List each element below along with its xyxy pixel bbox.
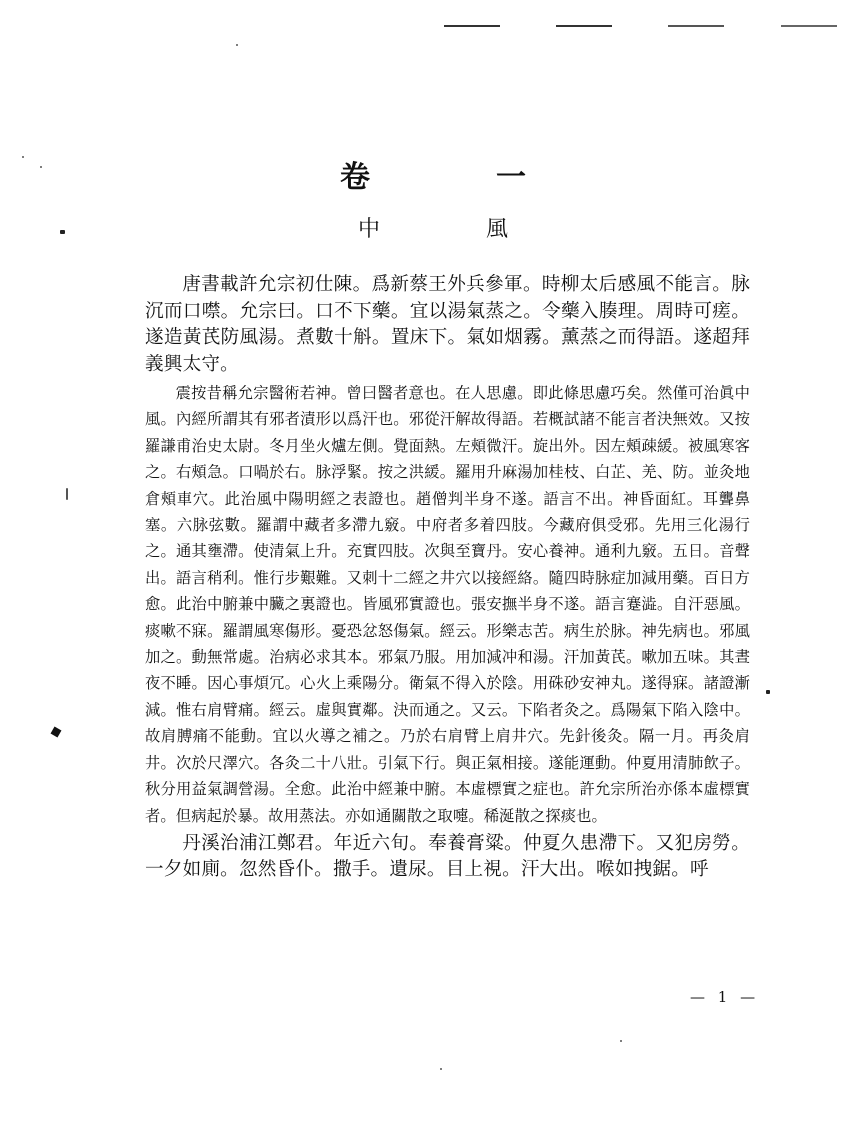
scan-speck — [440, 1068, 442, 1070]
scan-speck — [236, 44, 238, 46]
chapter-title: 卷 一 — [340, 160, 574, 195]
top-rule-2 — [556, 25, 612, 27]
paragraph-3: 丹溪治浦江鄭君。年近六旬。奉養膏粱。仲夏久患滯下。又犯房勞。一夕如廁。忽然昏仆。撒手。遺尿。目上視。汗大出。喉如拽鋸。呼 — [145, 832, 750, 881]
scan-speck — [620, 1040, 622, 1042]
scan-speck — [66, 488, 68, 500]
section-title: 中 風 — [357, 217, 550, 242]
top-rule-3 — [668, 25, 724, 27]
top-rule-1 — [444, 25, 500, 27]
top-rule-4 — [781, 25, 837, 27]
page-number: — 1 — — [690, 988, 760, 1006]
paragraph-1: 唐書載許允宗初仕陳。爲新蔡王外兵參軍。時柳太后感風不能言。脉沉而口噤。允宗曰。口不下藥。宜以湯氣蒸之。令藥入腠理。周時可瘥。遂造黃芪防風湯。煮數十斛。置床下。氣如烟霧。薰蒸之而得語。遂超拜義興太守。 — [145, 274, 750, 375]
paragraph-2-commentary: 震按昔稱允宗醫術若神。曾曰醫者意也。在人思慮。即此條思慮巧矣。然僅可治眞中風。內經所謂其有邪者漬形以爲汗也。邪從汗解故得語。若概試諸不能言者決無效。又按羅謙甫治史太尉。冬月坐火爐左側。覺面熱。左頰微汗。旋出外。因左頰疎緩。被風寒客之。右頰急。口喎於右。脉浮緊。按之洪緩。羅用升麻湯加桂枝、白芷、羌、防。並灸地倉頰車穴。此治風中陽明經之表證也。趙僧判半身不遂。語言不出。神昏面紅。耳聾鼻塞。六脉弦數。羅謂中藏者多滯九竅。中府者多着四肢。今藏府俱受邪。先用三化湯行之。通其壅滯。使清氣上升。充實四肢。次與至寶丹。安心養神。通利九竅。五日。音聲出。語言稍利。惟行步艱難。又刺十二經之井穴以接經絡。隨四時脉症加減用藥。百日方愈。此治中腑兼中臟之裏證也。皆風邪實證也。張安撫半身不遂。語言蹇澁。自汗惡風。痰嗽不寐。羅謂風寒傷形。憂恐忿怒傷氣。經云。形樂志苦。病生於脉。神先病也。邪風加之。動無常處。治病必求其本。邪氣乃服。用加減冲和湯。汗加黃芪。嗽加五味。其晝夜不睡。因心事煩冗。心火上乘陽分。衛氣不得入於陰。用硃砂安神丸。遂得寐。諸證漸減。惟右肩臂痛。經云。虛與實鄰。決而通之。又云。下陷者灸之。爲陽氣下陷入陰中。故肩膊痛不能動。宜以火導之補之。乃於右肩臂上肩井穴。先針後灸。隔一月。再灸肩井。次於尺澤穴。各灸二十八壯。引氣下行。與正氣相接。遂能運動。仲夏用清肺飲子。秋分用益氣調營湯。全愈。此治中經兼中腑。本虛標實之症也。許允宗所治亦係本虛標實者。但病起於暴。故用蒸法。亦如通關散之取嚏。稀涎散之探痰也。 — [145, 384, 750, 825]
scan-speck — [766, 690, 770, 694]
scan-speck-large — [51, 727, 62, 738]
body-text — [145, 272, 750, 884]
